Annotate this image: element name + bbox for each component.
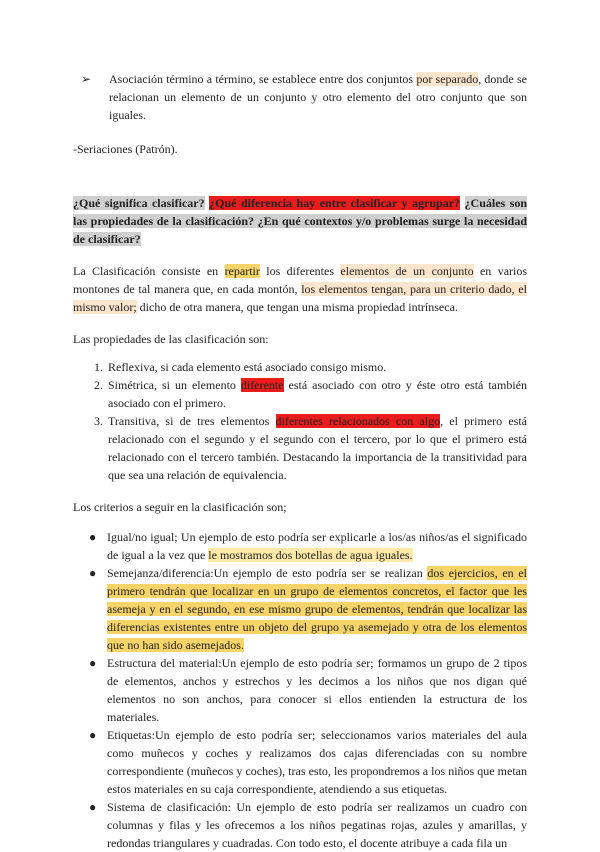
list-item: ● Etiquetas:Un ejemplo de esto podría ser; seleccionamos varios materiales del aula como muñecos y coches y realizamos dos cajas diferenciadas con su nombre correspondiente (muñecos y coches), tras esto, les propondremos a los niños que metan estos materiales en su caja correspondiente, atendiendo a sus etiquetas.	[89, 728, 527, 796]
properties-intro: Las propiedades de las clasificación son:	[73, 332, 269, 346]
highlight-red: diferente	[240, 378, 284, 392]
highlight: por separado	[416, 72, 479, 86]
highlight: elementos de un conjunto	[340, 264, 474, 278]
highlight: le mostramos dos botellas de agua iguales.	[208, 548, 413, 562]
list-item: ● Igual/no igual; Un ejemplo de esto podría ser explicarle a los/as niños/as el significado de igual a la vez que le mostramos dos botellas de agua iguales.	[89, 530, 527, 562]
bullet-icon: ●	[89, 566, 97, 580]
highlight: repartir	[224, 264, 260, 278]
seriaciones-line: -Seriaciones (Patrón).	[73, 142, 178, 156]
question-heading: ¿Qué significa clasificar? ¿Qué diferencia hay entre clasificar y agrupar? ¿Cuáles son las propiedades de la clasificación? ¿En qué contextos y/o problemas surge la necesidad de clasificar?	[73, 196, 528, 246]
highlight: los elementos tengan, para un criterio dado, el mismo valor;	[73, 282, 528, 314]
highlight-red: ¿Qué diferencia hay entre clasificar y agrupar?	[209, 196, 461, 210]
list-item: 2. Simétrica, si un elemento diferente está asociado con otro y éste otro está también asociado con el primero.	[106, 376, 527, 412]
list-item: ● Sistema de clasificación: Un ejemplo de esto podría ser realizamos un cuadro con columnas y filas y les ofrecemos a los niños pegatinas rojas, azules y amarillas, y redondas triangulares y cuadradas. Con todo esto, el docente atribuye a cada fila un	[89, 800, 527, 850]
list-item: ● Semejanza/diferencia:Un ejemplo de esto podría ser se realizan dos ejercicios, en el primero tendrán que localizar en un grupo de elementos concretos, el factor que les asemeja y en el segundo, en ese mismo grupo de elementos, tendrán que localizar las diferencias existentes entre un objeto del grupo ya asemejado y otra de los elementos que no han sido asemejados.	[89, 566, 527, 652]
highlight: dos ejercicios, en el primero tendrán que localizar en un grupo de elementos concretos, el factor que les asemeja y en el segundo, en ese mismo grupo de elementos, tendrán que localizar las diferencias existentes entre un objeto del grupo ya asemejado y otra de los elementos que no han sido asemejados.	[107, 566, 527, 652]
highlight-red: diferentes relacionados con algo	[275, 414, 441, 428]
bullet-icon: ●	[89, 656, 97, 670]
properties-list	[73, 358, 527, 484]
bullet-icon: ●	[89, 800, 97, 814]
list-item: 1. Reflexiva, si cada elemento está asociado consigo mismo.	[106, 358, 527, 376]
bullet-icon: ●	[89, 728, 97, 742]
criteria-list	[73, 528, 527, 852]
arrow-bullet-icon: ➢	[81, 72, 92, 86]
criteria-intro: Los criterios a seguir en la clasificación son;	[73, 500, 287, 514]
list-item: ● Estructura del material:Un ejemplo de esto podría ser; formamos un grupo de 2 tipos de elementos, anchos y estrechos y les decimos a los niños que nos digan qué elementos no son anchos, para conocer si ellos entienden la estructura de los materiales.	[89, 656, 527, 724]
bullet-icon: ●	[89, 530, 97, 544]
list-item: 3. Transitiva, si de tres elementos diferentes relacionados con algo, el primero está relacionado con el segundo y el segundo con el tercero, por lo que el primero está relacionado con el tercero también. Destacando la importancia de la transitividad para que sea una relación de equivalencia.	[106, 412, 527, 484]
paragraph-classification: La Clasificación consiste en repartir los diferentes elementos de un conjunto en varios montones de tal manera que, en cada montón, los elementos tengan, para un criterio dado, el mismo valor; dicho de otra manera, que tengan una misma propiedad intrínseca.	[73, 264, 528, 314]
arrow-list-item: ➢ Asociación término a término, se establece entre dos conjuntos por separado, donde se relacionan un elemento de un conjunto y otro elemento del otro conjunto que son iguales.	[81, 72, 527, 122]
